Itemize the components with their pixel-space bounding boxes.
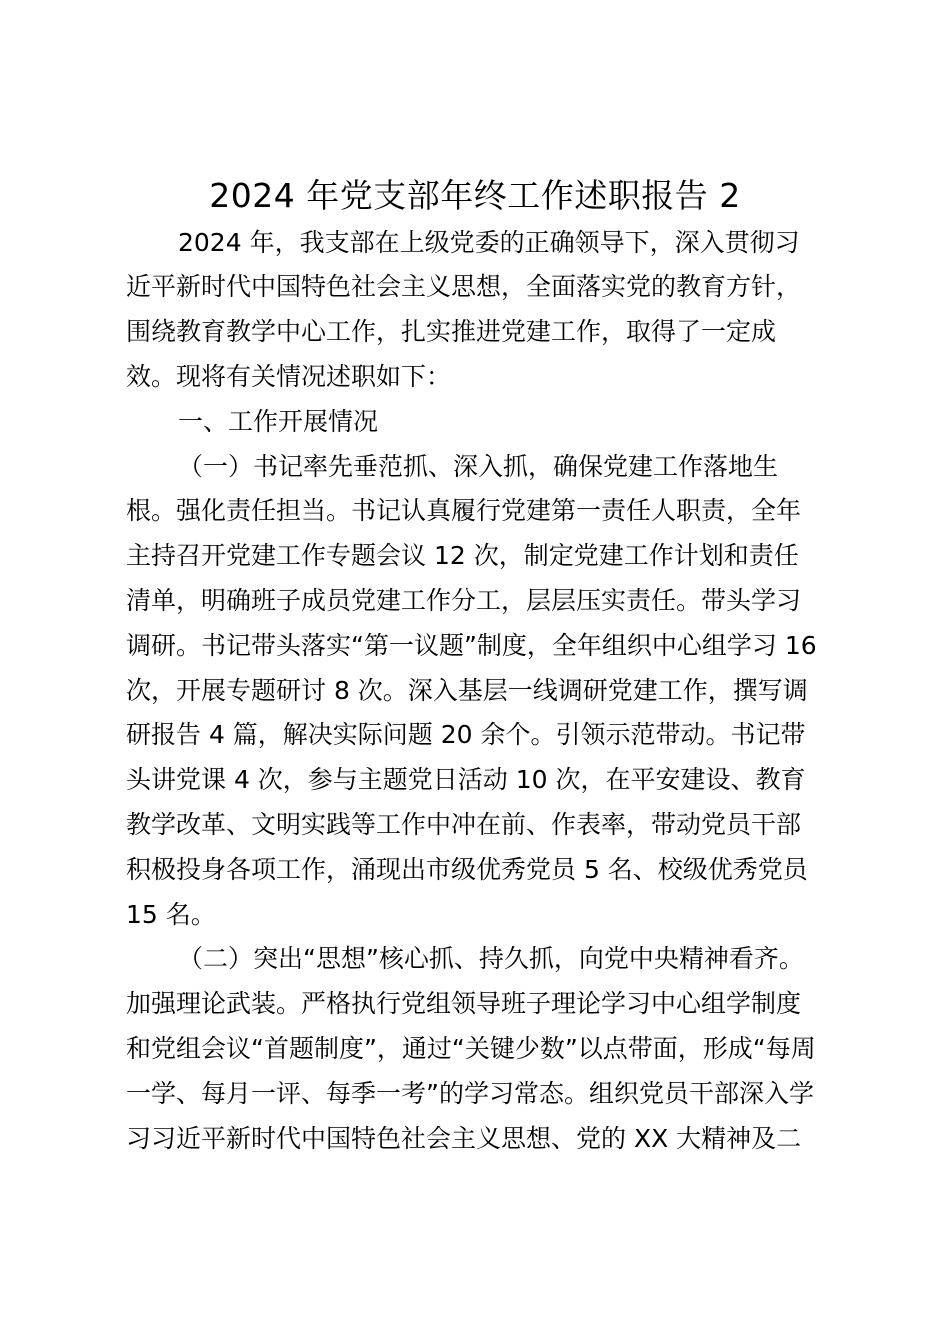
- paragraph-line: 积极投身各项工作，涌现出市级优秀党员 5 名、校级优秀党员: [126, 855, 808, 884]
- paragraph-line: 次，开展专题研讨 8 次。深入基层一线调研党建工作，撰写调: [126, 676, 808, 705]
- paragraph-line: 围绕教育教学中心工作，扎实推进党建工作，取得了一定成: [126, 317, 777, 346]
- paragraph-line: 教学改革、文明实践等工作中冲在前、作表率，带动党员干部: [126, 810, 802, 839]
- paragraph-line: 加强理论武装。严格执行党组领导班子理论学习中心组学制度: [126, 989, 802, 1018]
- paragraph-line: 效。现将有关情况述职如下：: [126, 362, 452, 391]
- paragraph-line: （二）突出“思想”核心抓、持久抓，向党中央精神看齐。: [178, 944, 804, 973]
- paragraph-line: 头讲党课 4 次，参与主题党日活动 10 次，在平安建设、教育: [126, 765, 806, 794]
- paragraph-line: 主持召开党建工作专题会议 12 次，制定党建工作计划和责任: [126, 541, 799, 570]
- paragraph-line: （一）书记率先垂范抓、深入抓，确保党建工作落地生: [178, 452, 779, 481]
- paragraph-line: 清单，明确班子成员党建工作分工，层层压实责任。带头学习: [126, 586, 802, 615]
- paragraph-line: 2024 年，我支部在上级党委的正确领导下，深入贯彻习: [178, 228, 800, 257]
- paragraph-line: 一学、每月一评、每季一考”的学习常态。组织党员干部深入学: [126, 1079, 814, 1108]
- paragraph-line: 习习近平新时代中国特色社会主义思想、党的 XX 大精神及二: [126, 1124, 802, 1153]
- paragraph-line: 根。强化责任担当。书记认真履行党建第一责任人职责，全年: [126, 496, 802, 525]
- paragraph-line: 和党组会议“首题制度”，通过“关键少数”以点带面，形成“每周: [126, 1034, 816, 1063]
- paragraph-line: 15 名。: [126, 900, 216, 929]
- paragraph-line: 调研。书记带头落实“第一议题”制度，全年组织中心组学习 16: [126, 631, 817, 660]
- section-heading: 一、工作开展情况: [178, 407, 379, 436]
- document-title: 2024 年党支部年终工作述职报告 2: [209, 176, 741, 215]
- paragraph-line: 研报告 4 篇，解决实际问题 20 余个。引领示范带动。书记带: [126, 720, 806, 749]
- paragraph-line: 近平新时代中国特色社会主义思想，全面落实党的教育方针，: [126, 272, 802, 301]
